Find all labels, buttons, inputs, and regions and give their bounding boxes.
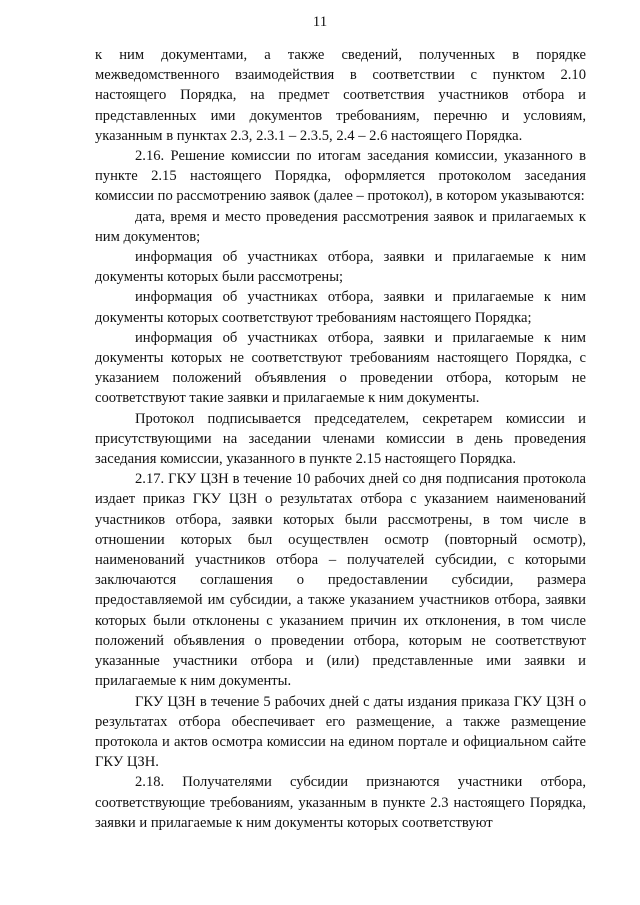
paragraph-item-compliant: информация об участниках отбора, заявки и прилагаемые к ним документы которых соответствуют требованиям настоящего Порядка; bbox=[95, 289, 586, 326]
paragraph-2-18: 2.18. Получателями субсидии признаются участники отбора, соответствующие требованиям, указанным в пункте 2.3 настоящего Порядка, заявки и прилагаемые к ним документы которых соответствуют bbox=[95, 774, 586, 831]
paragraph-item-date: дата, время и место проведения рассмотрения заявок и прилагаемых к ним документов; bbox=[95, 208, 586, 245]
paragraph-continuation: к ним документами, а также сведений, полученных в порядке межведомственного взаимодействия в соответствии с пунктом 2.10 настоящего Порядка, на предмет соответствия участников отбора и представленных ими документов требованиям, перечню и условиям, указанным в пунктах 2.3, 2.3.1 – 2.3.5, 2.4 – 2.6 настоящего Порядка. bbox=[95, 47, 586, 144]
paragraph-protocol-signing: Протокол подписывается председателем, секретарем комиссии и присутствующими на заседании членами комиссии в день проведения заседания комиссии, указанного в пункте 2.15 настоящего Порядка. bbox=[95, 410, 586, 468]
paragraph-item-reviewed: информация об участниках отбора, заявки и прилагаемые к ним документы которых были рассмотрены; bbox=[95, 249, 586, 286]
document-body bbox=[95, 45, 586, 833]
paragraph-item-noncompliant: информация об участниках отбора, заявки и прилагаемые к ним документы которых не соответствуют требованиям настоящего Порядка, с указанием положений объявления о проведении отбора, которым не соответствуют такие заявки и прилагаемые к ним документы. bbox=[95, 329, 586, 407]
page-number: 11 bbox=[312, 14, 328, 30]
paragraph-2-17: 2.17. ГКУ ЦЗН в течение 10 рабочих дней со дня подписания протокола издает приказ ГКУ ЦЗН о результатах отбора с указанием наименований участников отбора, заявки которых были рассмотрены, в том числе в отношении которых был осуществлен осмотр (повторный осмотр), наименований участников отбора – получателей субсидии, с которыми заключаются соглашения о предоставлении субсидии, размера предоставляемой им субсидии, а также указанием участников отбора, заявки которых были отклонены с указанием причин их отклонения, в том числе положений объявления о проведении отбора, которым не соответствуют указанные участники отбора и (или) представленные ими заявки и прилагаемые к ним документы. bbox=[95, 471, 586, 690]
paragraph-publication: ГКУ ЦЗН в течение 5 рабочих дней с даты издания приказа ГКУ ЦЗН о результатах отбора обеспечивает его размещение, а также размещение протокола и актов осмотра комиссии на едином портале и официальном сайте ГКУ ЦЗН. bbox=[95, 693, 586, 771]
paragraph-2-16: 2.16. Решение комиссии по итогам заседания комиссии, указанного в пункте 2.15 настоящего Порядка, оформляется протоколом заседания комиссии по рассмотрению заявок (далее – протокол), в котором указываются: bbox=[95, 148, 586, 205]
